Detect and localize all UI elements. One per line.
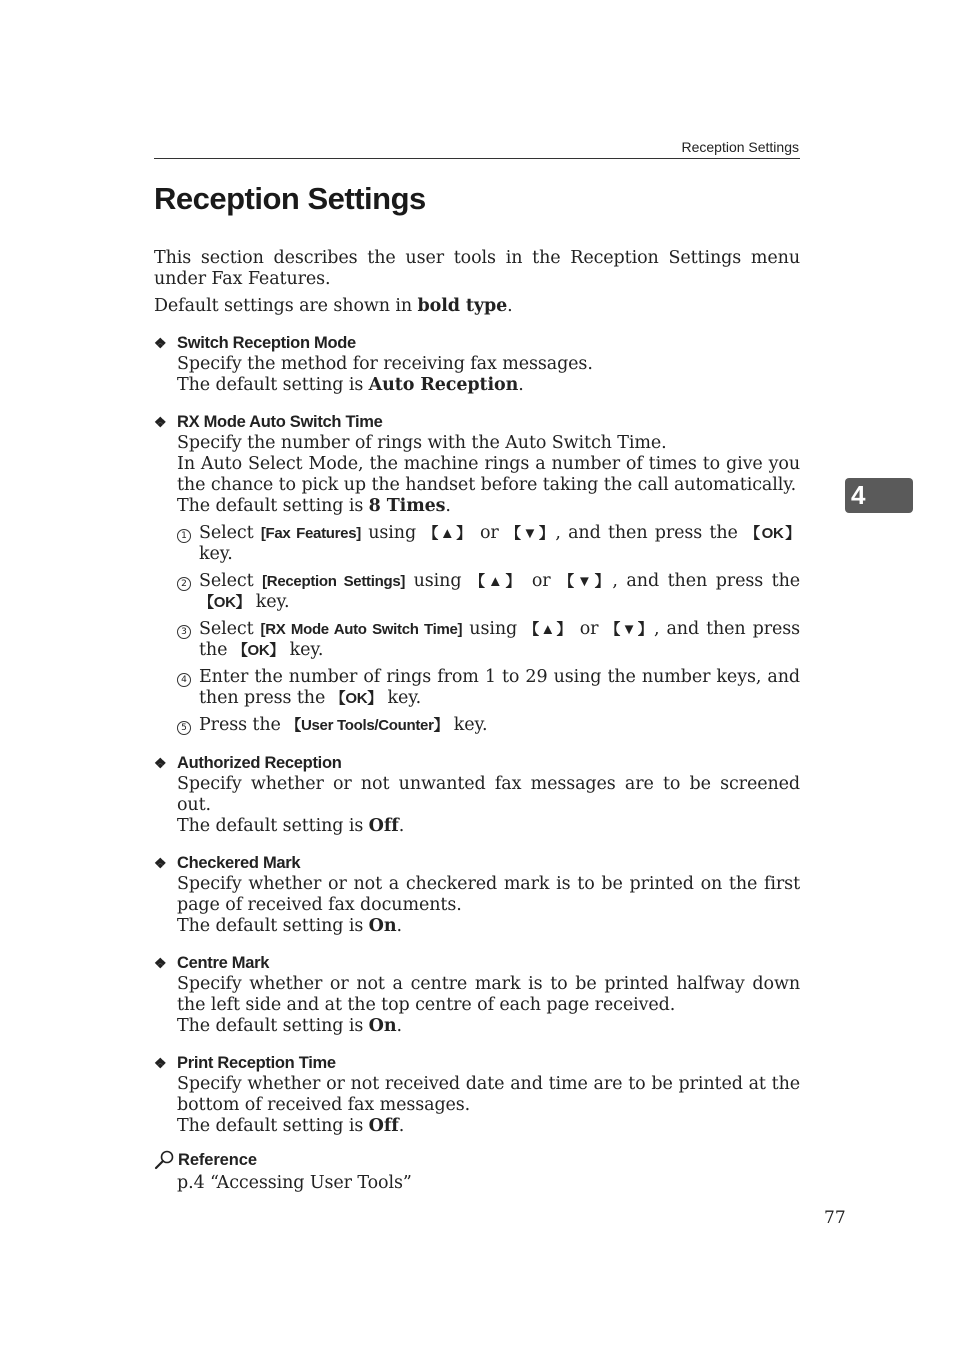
up-arrow-key: 【▲】 xyxy=(470,573,524,590)
section-heading-text: Authorized Reception xyxy=(177,754,342,772)
menu-item-key: [Reception Settings] xyxy=(262,573,406,590)
section-heading-text: Centre Mark xyxy=(177,954,270,972)
section-heading xyxy=(154,332,800,354)
diamond-bullet-icon: ❖ xyxy=(154,1055,167,1071)
diamond-bullet-icon: ❖ xyxy=(154,755,167,771)
default-value: Auto Reception xyxy=(368,375,519,395)
reference-heading-text: Reference xyxy=(178,1151,257,1169)
ok-key: 【OK】 xyxy=(232,642,285,659)
default-prefix: The default setting is xyxy=(177,496,369,516)
step-part: key. xyxy=(284,640,324,660)
step-part: , and then press the xyxy=(199,619,800,660)
section-heading-text: Print Reception Time xyxy=(177,1054,336,1072)
step-part: or xyxy=(572,619,606,639)
step-number-circle: 5 xyxy=(177,721,191,735)
magnifier-icon xyxy=(154,1149,176,1171)
default-setting: The default setting is Auto Reception. xyxy=(177,375,524,395)
default-value: Off xyxy=(368,816,399,836)
diamond-bullet-icon: ❖ xyxy=(154,955,167,971)
default-prefix: The default setting is xyxy=(177,375,369,395)
step-part: key. xyxy=(250,592,290,612)
step-text xyxy=(199,619,800,661)
step-text xyxy=(199,523,800,565)
header-rule xyxy=(154,158,800,159)
step-part: Enter the number of rings from 1 to 29 using the number keys, and then press the xyxy=(199,667,800,708)
page-content xyxy=(154,248,800,1194)
intro-paragraph: This section describes the user tools in the Reception Settings menu under Fax Features. xyxy=(154,248,800,289)
default-prefix: The default setting is xyxy=(177,816,369,836)
reference-link[interactable]: p.4 “Accessing User Tools” xyxy=(177,1173,412,1193)
section-heading xyxy=(154,752,800,774)
section-description: Specify the number of rings with the Auto Switch Time. xyxy=(177,433,667,453)
user-tools-counter-key: 【User Tools/Counter】 xyxy=(286,717,449,734)
section-description: Specify whether or not received date and time are to be printed at the bottom of received fax messages. xyxy=(177,1074,800,1115)
step-part: Press the xyxy=(199,715,287,735)
step-part: Select xyxy=(199,523,261,543)
step-part: , and then press the xyxy=(612,571,801,591)
up-arrow-key: 【▲】 xyxy=(524,621,573,638)
step-part: , and then press the xyxy=(555,523,746,543)
section-body xyxy=(177,354,800,396)
default-prefix: The default setting is xyxy=(177,916,369,936)
reference-heading xyxy=(154,1149,800,1171)
step-item xyxy=(177,715,800,737)
section-heading-text: RX Mode Auto Switch Time xyxy=(177,413,383,431)
step-number-circle: 4 xyxy=(177,673,191,687)
up-arrow-key: 【▲】 xyxy=(423,525,473,542)
step-number-circle: 2 xyxy=(177,577,191,591)
step-number-circle: 1 xyxy=(177,529,191,543)
section-description: Specify whether or not a checkered mark is to be printed on the first page of received fax documents. xyxy=(177,874,800,915)
default-setting: The default setting is On. xyxy=(177,1016,402,1036)
step-part: using xyxy=(462,619,525,639)
step-number xyxy=(177,523,199,565)
procedure-steps xyxy=(177,523,800,737)
step-number xyxy=(177,667,199,709)
section-description: Specify whether or not unwanted fax messages are to be screened out. xyxy=(177,774,800,815)
default-setting: The default setting is 8 Times. xyxy=(177,496,451,516)
section-print-reception-time xyxy=(154,1052,800,1137)
step-part: Select xyxy=(199,619,261,639)
step-part: Select xyxy=(199,571,263,591)
default-note-suffix: . xyxy=(507,296,513,316)
default-value: On xyxy=(368,916,397,936)
ok-key: 【OK】 xyxy=(745,525,800,542)
chapter-tab: 4 xyxy=(845,478,913,513)
section-description: Specify the method for receiving fax messages. xyxy=(177,354,593,374)
step-item xyxy=(177,523,800,565)
ok-key: 【OK】 xyxy=(330,690,382,707)
default-note xyxy=(154,296,800,317)
default-setting: The default setting is Off. xyxy=(177,1116,405,1136)
default-prefix: The default setting is xyxy=(177,1016,369,1036)
section-heading xyxy=(154,952,800,974)
section-heading-text: Checkered Mark xyxy=(177,854,301,872)
section-heading xyxy=(154,852,800,874)
section-rx-mode-auto-switch-time xyxy=(154,411,800,737)
section-body xyxy=(177,974,800,1037)
section-body xyxy=(177,433,800,517)
default-value: 8 Times xyxy=(368,496,446,516)
reference-block xyxy=(154,1149,800,1194)
default-value: Off xyxy=(368,1116,399,1136)
step-part: key. xyxy=(381,688,422,708)
step-text xyxy=(199,667,800,709)
down-arrow-key: 【▼】 xyxy=(559,573,613,590)
diamond-bullet-icon: ❖ xyxy=(154,855,167,871)
default-note-bold: bold type xyxy=(417,296,508,316)
section-centre-mark xyxy=(154,952,800,1037)
menu-item-key: [Fax Features] xyxy=(260,525,361,542)
step-item xyxy=(177,571,800,613)
step-text xyxy=(199,715,800,737)
step-part: using xyxy=(405,571,471,591)
step-number-circle: 3 xyxy=(177,625,191,639)
diamond-bullet-icon: ❖ xyxy=(154,335,167,351)
default-setting: The default setting is On. xyxy=(177,916,402,936)
section-description: Specify whether or not a centre mark is to be printed halfway down the left side and at the top centre of each page received. xyxy=(177,974,800,1015)
menu-item-key: [RX Mode Auto Switch Time] xyxy=(260,621,463,638)
section-heading xyxy=(154,411,800,433)
section-body xyxy=(177,774,800,837)
default-prefix: The default setting is xyxy=(177,1116,369,1136)
section-checkered-mark xyxy=(154,852,800,937)
section-description-2: In Auto Select Mode, the machine rings a number of times to give you the chance to pick up the handset before taking the call automatically. xyxy=(177,454,800,495)
section-body xyxy=(177,1074,800,1137)
section-switch-reception-mode xyxy=(154,332,800,396)
step-item xyxy=(177,619,800,661)
section-heading-text: Switch Reception Mode xyxy=(177,334,356,352)
default-setting: The default setting is Off. xyxy=(177,816,405,836)
section-authorized-reception xyxy=(154,752,800,837)
step-item xyxy=(177,667,800,709)
default-value: On xyxy=(368,1016,397,1036)
down-arrow-key: 【▼】 xyxy=(605,621,654,638)
running-title: Reception Settings xyxy=(681,139,799,155)
step-number xyxy=(177,715,199,737)
section-heading xyxy=(154,1052,800,1074)
step-number xyxy=(177,571,199,613)
step-part: or xyxy=(523,571,560,591)
step-text xyxy=(199,571,800,613)
page-title: Reception Settings xyxy=(154,181,426,216)
ok-key: 【OK】 xyxy=(199,594,251,611)
down-arrow-key: 【▼】 xyxy=(505,525,556,542)
step-part: or xyxy=(472,523,506,543)
diamond-bullet-icon: ❖ xyxy=(154,414,167,430)
step-number xyxy=(177,619,199,661)
step-part: key. xyxy=(448,715,488,735)
section-body xyxy=(177,874,800,937)
default-note-text: Default settings are shown in xyxy=(154,296,418,316)
step-part: using xyxy=(360,523,424,543)
page-number: 77 xyxy=(824,1208,846,1228)
step-part: key. xyxy=(199,544,233,564)
